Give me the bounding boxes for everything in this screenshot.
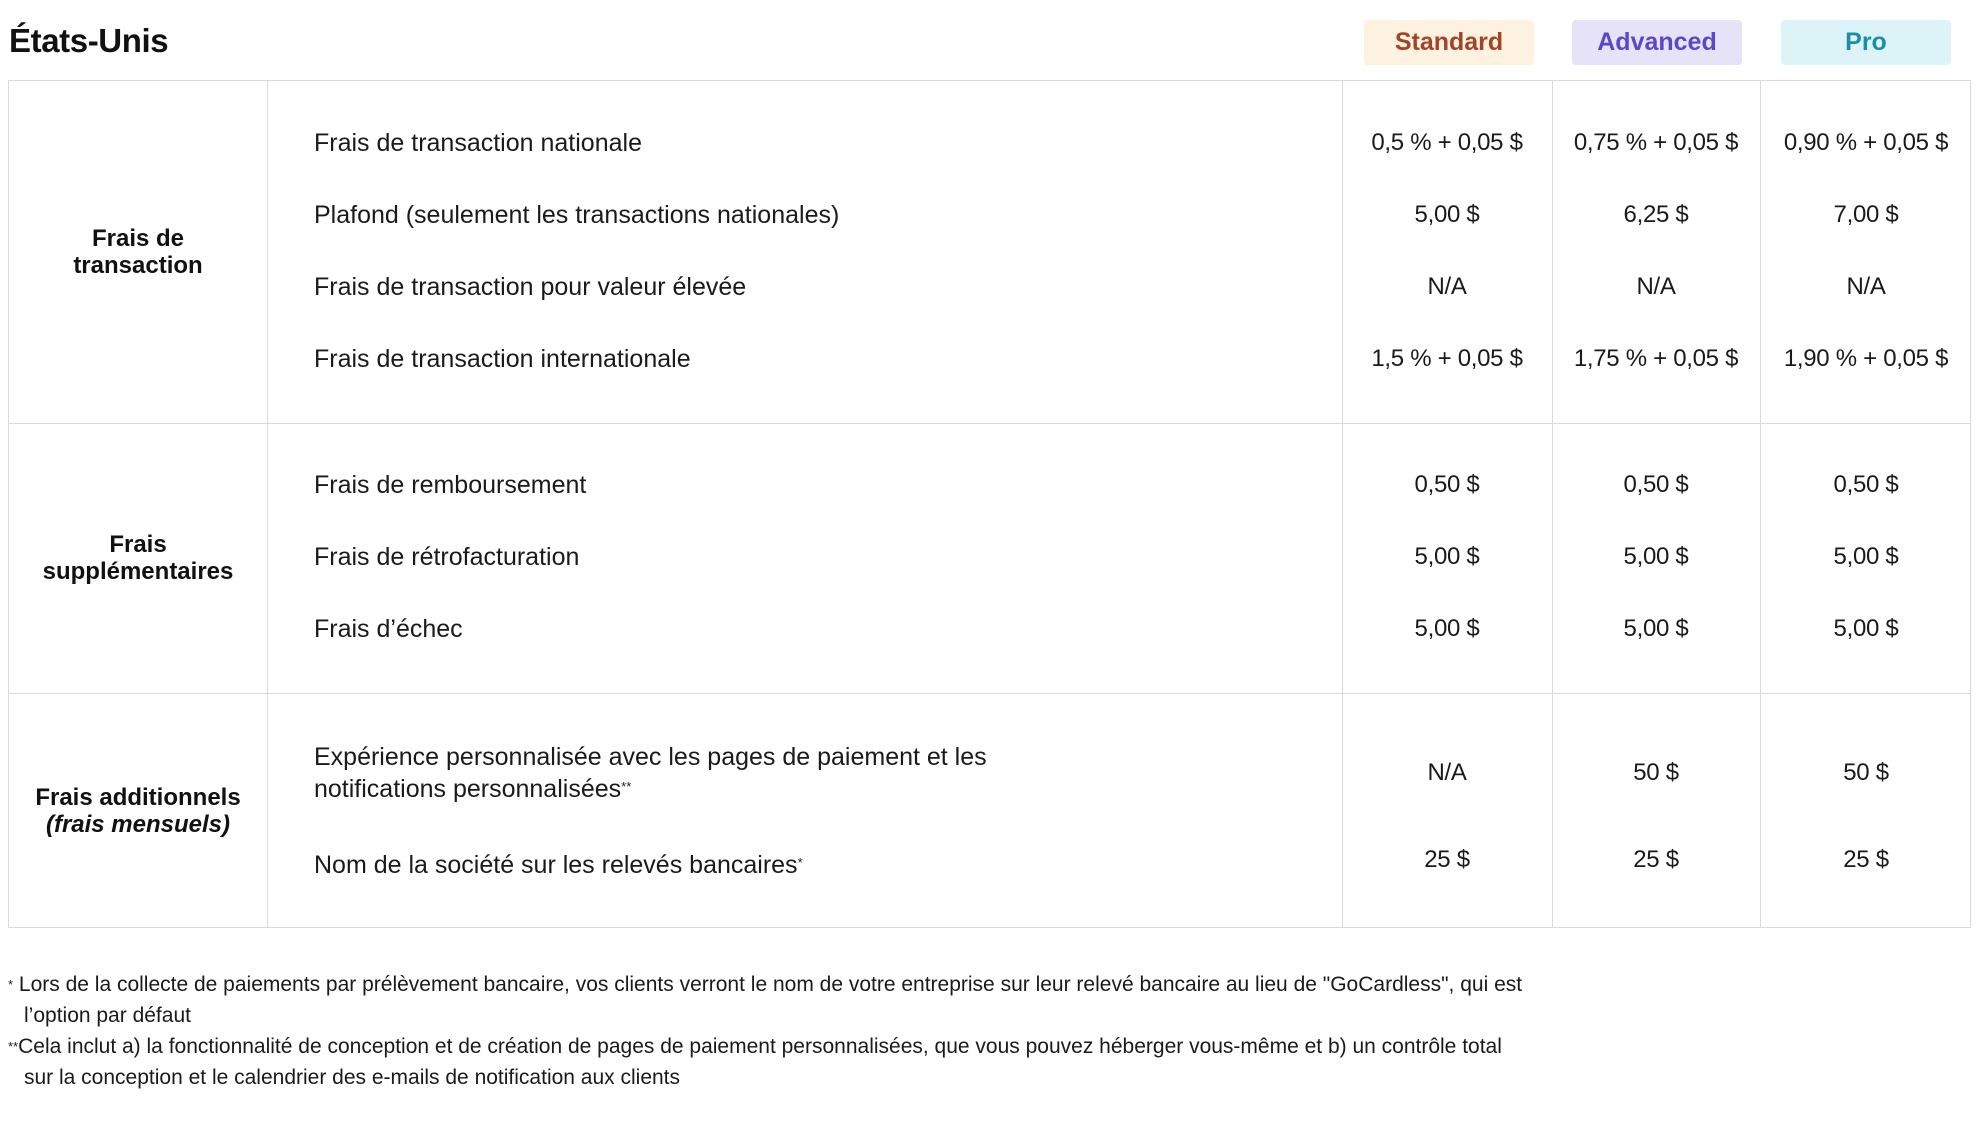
value-standard: 0,50 $ [1414,471,1480,498]
value-pro: 25 $ [1843,846,1889,873]
footnote-marker: ** [621,779,632,794]
footnote-1 [8,969,1728,1031]
value-advanced: 1,75 % + 0,05 $ [1573,345,1739,372]
value-advanced: 50 $ [1633,759,1679,786]
row-label-domestic-transaction: Frais de transaction nationale [314,129,642,157]
value-pro: 1,90 % + 0,05 $ [1783,345,1949,372]
section-label-additional-fees [9,423,267,693]
row-label-custom-experience [314,741,987,805]
footnote-2 [8,1031,1728,1093]
value-pro: 7,00 $ [1833,201,1899,228]
plan-header-standard: Standard [1364,20,1534,65]
section-label-line: Frais de [91,225,185,252]
value-advanced: 5,00 $ [1623,615,1689,642]
value-advanced: 0,50 $ [1623,471,1689,498]
row-label-chargeback: Frais de rétrofacturation [314,543,580,571]
row-label-international: Frais de transaction internationale [314,345,691,373]
row-divider [9,693,1970,694]
footnote-mark: * [8,977,14,992]
row-label-refund: Frais de remboursement [314,471,587,499]
value-standard: N/A [1427,759,1467,786]
row-label-line: notifications personnalisées [314,775,622,803]
footnote-marker: * [797,855,803,870]
value-pro: 50 $ [1843,759,1889,786]
pricing-table [8,80,1971,928]
value-pro: N/A [1846,273,1886,300]
value-standard: 0,5 % + 0,05 $ [1371,129,1523,156]
value-advanced: 0,75 % + 0,05 $ [1573,129,1739,156]
value-advanced: N/A [1636,273,1676,300]
value-pro: 0,90 % + 0,05 $ [1783,129,1949,156]
section-label-extra-monthly-fees [9,693,267,929]
value-standard: 25 $ [1424,846,1470,873]
value-pro: 5,00 $ [1833,615,1899,642]
value-advanced: 6,25 $ [1623,201,1689,228]
value-standard: N/A [1427,273,1467,300]
row-label-failure: Frais d’échec [314,615,463,643]
row-label-line: Nom de la société sur les relevés bancaires [314,851,798,879]
footnote-text: Lors de la collecte de paiements par prélèvement bancaire, vos clients verront le nom de votre entreprise sur leur relevé bancaire au lieu de "GoCardless", qui est [13,973,1523,996]
row-divider [9,423,1970,424]
section-label-line: Frais additionnels [35,784,241,811]
footnote-text: sur la conception et le calendrier des e-mails de notification aux clients [24,1066,681,1089]
value-pro: 5,00 $ [1833,543,1899,570]
section-label-line: Frais [109,531,167,558]
row-label-line: Expérience personnalisée avec les pages de paiement et les [314,743,987,771]
row-label-company-name [314,849,803,881]
row-label-cap: Plafond (seulement les transactions nationales) [314,201,840,229]
plan-header-pro: Pro [1781,20,1951,65]
value-advanced: 25 $ [1633,846,1679,873]
plan-header-advanced: Advanced [1572,20,1742,65]
section-label-transaction-fees [9,81,267,423]
page-title: États-Unis [9,22,169,59]
section-label-line: transaction [73,252,203,279]
section-label-line: supplémentaires [42,558,234,585]
value-standard: 1,5 % + 0,05 $ [1371,345,1523,372]
footnote-text: l’option par défaut [24,1004,191,1027]
value-standard: 5,00 $ [1414,201,1480,228]
row-label-high-value: Frais de transaction pour valeur élevée [314,273,747,301]
footnote-mark: ** [8,1039,19,1054]
value-pro: 0,50 $ [1833,471,1899,498]
section-label-line-italic: (frais mensuels) [45,811,231,838]
value-standard: 5,00 $ [1414,543,1480,570]
value-standard: 5,00 $ [1414,615,1480,642]
column-divider [267,81,268,927]
footnote-text: Cela inclut a) la fonctionnalité de conception et de création de pages de paiement personnalisées, que vous pouvez héberger vous-même et b) un contrôle total [18,1035,1502,1058]
value-advanced: 5,00 $ [1623,543,1689,570]
